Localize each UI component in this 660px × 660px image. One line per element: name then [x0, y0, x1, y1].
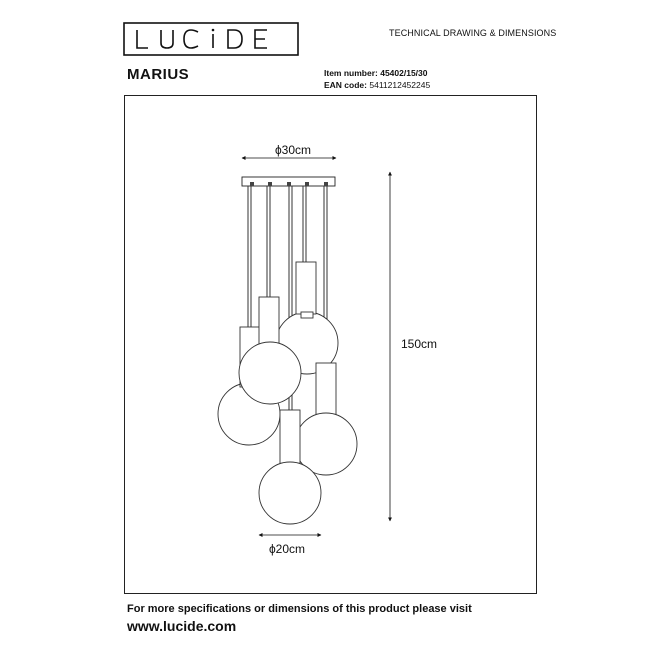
- height-dimension: [390, 172, 437, 521]
- item-number-value: 45402/15/30: [380, 68, 428, 78]
- document-type: TECHNICAL DRAWING & DIMENSIONS: [389, 28, 557, 38]
- footer-note: For more specifications or dimensions of this product please visit: [127, 603, 472, 615]
- globe-diameter-label: ϕ20cm: [268, 542, 306, 556]
- canopy-dimension: [242, 143, 336, 158]
- product-name: MARIUS: [127, 66, 190, 83]
- globe-dimension: [259, 535, 321, 556]
- website-link[interactable]: www.lucide.com: [127, 618, 237, 634]
- canopy-diameter-label: ϕ30cm: [274, 143, 312, 157]
- ean-value: 5411212452245: [369, 80, 431, 90]
- height-label: 150cm: [401, 337, 438, 351]
- item-number-label: Item number:: [324, 68, 378, 78]
- ean-label: EAN code:: [324, 80, 367, 90]
- pendant-globes: [218, 262, 357, 524]
